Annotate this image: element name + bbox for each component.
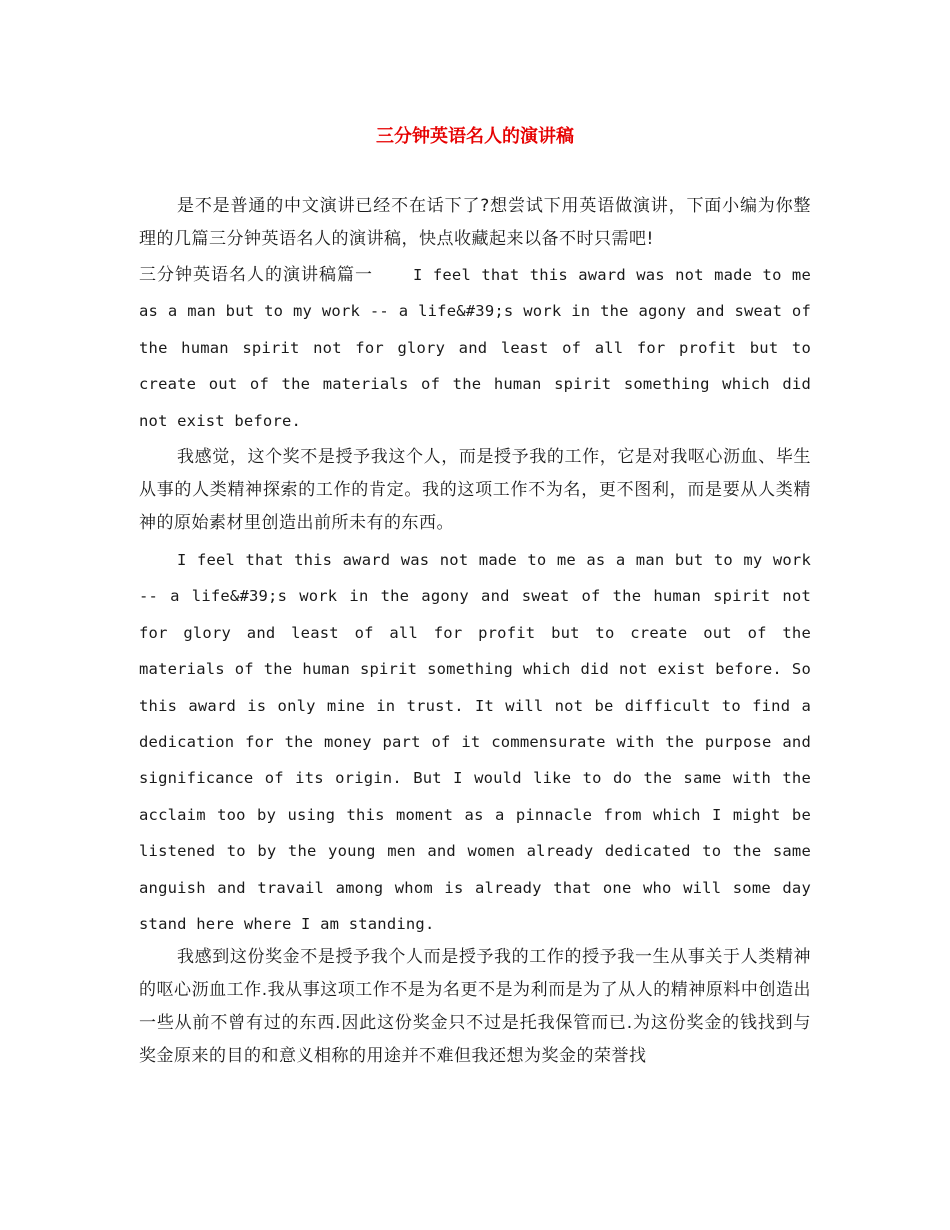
document-title: 三分钟英语名人的演讲稿 xyxy=(376,126,574,147)
section1-paragraph xyxy=(139,257,811,439)
chinese-long-paragraph: 我感到这份奖金不是授予我个人而是授予我的工作的授予我一生从事关于人类精神的呕心沥血工作.我从事这项工作不是为名更不是为利而是为了从人的精神原料中创造出一些从前不曾有过的东西.因此这份奖金只不过是托我保管而已.为这份奖金的钱找到与奖金原来的目的和意义相称的用途并不难但我还想为奖金的荣誉找 xyxy=(139,947,811,1066)
english-long-paragraph: I feel that this award was not made to me as a man but to my work -- a life&#39;s work in the agony and sweat of the human spirit not for glory and least of all for profit but to create out of the materials of the human spirit something which did not exist before. So this award is only mine in trust. It will not be difficult to find a dedication for the money part of it commensurate with the purpose and significance of its origin. But I would like to do the same with the acclaim too by using this moment as a pinnacle from which I might be listened to by the young men and women already dedicated to the same anguish and travail among whom is already that one who will some day stand here where I am standing. xyxy=(139,551,811,934)
section1-heading: 三分钟英语名人的演讲稿篇一 xyxy=(139,265,373,285)
section1-chinese-paragraph: 我感觉，这个奖不是授予我这个人，而是授予我的工作，它是对我呕心沥血、毕生从事的人类精神探索的工作的肯定。我的这项工作不为名，更不图利，而是要从人类精神的原始素材里创造出前所未有的东西。 xyxy=(139,447,811,533)
intro-paragraph: 是不是普通的中文演讲已经不在话下了?想尝试下用英语做演讲，下面小编为你整理的几篇三分钟英语名人的演讲稿，快点收藏起来以备不时只需吧! xyxy=(139,196,811,249)
section1-english-text: I feel that this award was not made to me as a man but to my work -- a life&#39;s work in the agony and sweat of the human spirit not for glory and least of all for profit but to create out of the materials of the human spirit something which did not exist before. xyxy=(139,266,811,430)
